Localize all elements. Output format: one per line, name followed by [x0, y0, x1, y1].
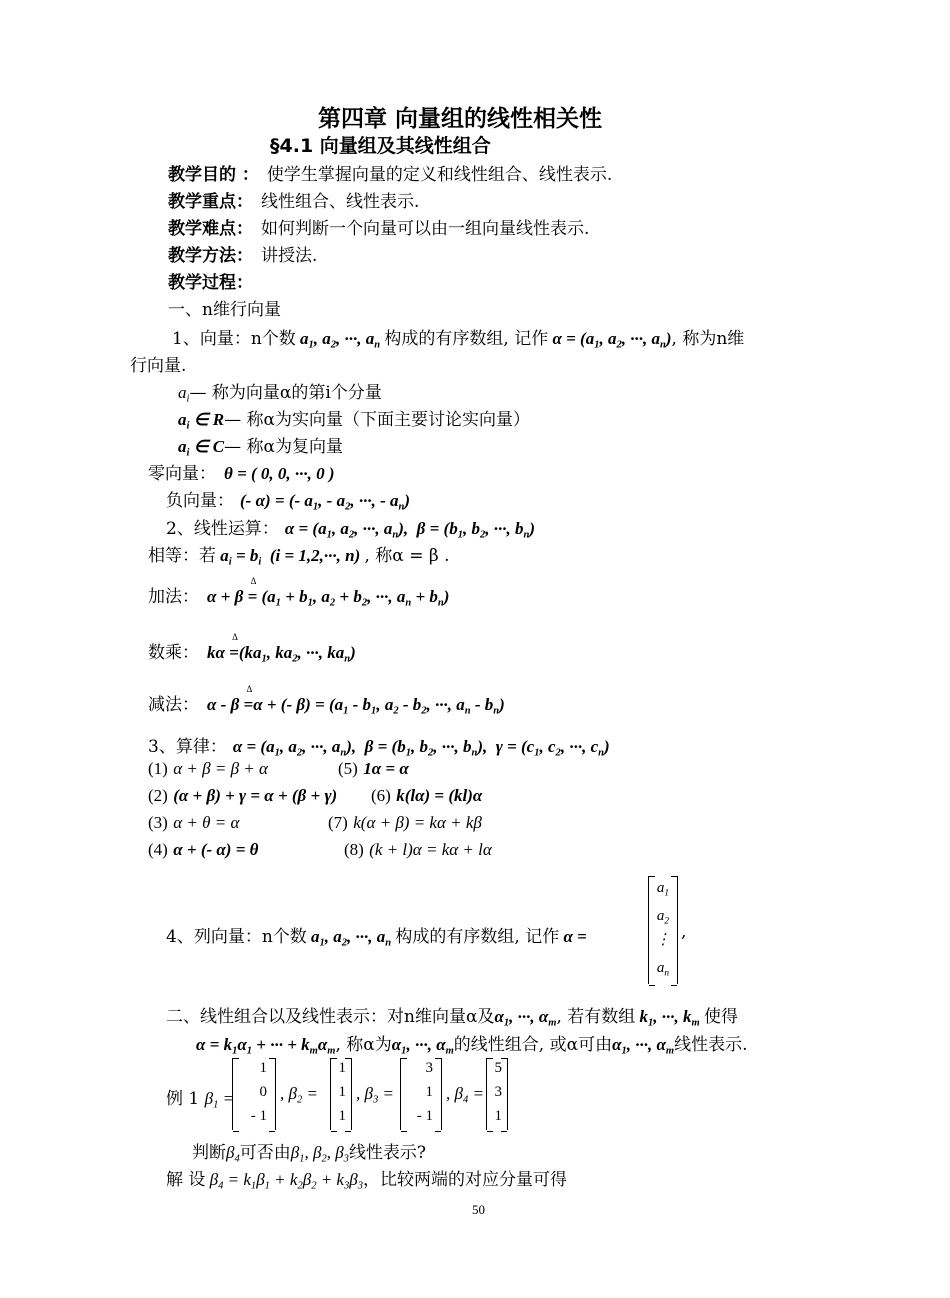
- part2-line2: $\alpha = k_1\alpha_1$ + ··· + $k_m\alpha_m$, 称α为$\alpha_1$, ···, $\alpha_m$的线性组合, 或α可由$\alpha_1$, ···, $\alpha_m$线性表示.: [196, 1035, 748, 1057]
- beta2-label: , $\beta_2$ =: [280, 1084, 318, 1106]
- negative-vector-line: 负向量： (- α) = (- $a_1$, - $a_2$, ···, - $a_n$): [166, 491, 411, 513]
- part1-heading: 一、n维行向量: [168, 300, 281, 320]
- beta1-matrix: 1 0 - 1: [232, 1058, 276, 1130]
- linear-ops-line: 2、线性运算： $\alpha = (a_1$, $a_2$, ···, $a_n$), $\beta = (b_1$, $b_2$, ···, $b_n$): [166, 519, 536, 541]
- laws-line: 3、算律： $\alpha = (a_1$, $a_2$, ···, $a_n$), $\beta = (b_1$, $b_2$, ···, $b_n$), $\gamma = (c_1$, $c_2$, ···, $c_n$): [148, 737, 610, 759]
- goal-objective: 教学目的 ： 使学生掌握向量的定义和线性组合、线性表示.: [168, 165, 613, 185]
- chapter-title: 第四章 向量组的线性相关性: [318, 106, 603, 132]
- law-4: (4) α + (- α) = θ: [148, 840, 259, 859]
- scalar-mult-line: 数乘： kα $\Delta =(ka_1$, $ka_2$, ···, $ka_n$): [148, 638, 356, 663]
- beta3-label: , $\beta_3$ =: [356, 1084, 394, 1106]
- part2-line1: 二、线性组合以及线性表示：对n维向量α及$\alpha_1$, ···, $\alpha_m$, 若有数组 $k_1$, ···, $k_m$ 使得: [166, 1007, 738, 1029]
- judge-line: 判断$\beta_4$可否由$\beta_1$, $\beta_2$, $\beta_3$线性表示?: [192, 1143, 427, 1165]
- column-vector-line: 4、列向量：n个数 $a_1$, $a_2$, ···, $a_n$ 构成的有序数组, 记作 α =: [166, 927, 587, 949]
- goal-method: 教学方法： 讲授法.: [168, 246, 318, 266]
- law-3: (3) α + θ = α: [148, 813, 240, 832]
- beta3-matrix: 3 1 - 1: [400, 1058, 442, 1130]
- subtraction-line: 减法： α - β Δ =α + (- $\beta) = (a_1 - b_1$, $a_2 - b_2$, ···, $a_n - b_n$): [148, 690, 505, 715]
- beta4-matrix: 5 3 1: [486, 1058, 508, 1130]
- beta2-matrix: 1 1 1: [330, 1058, 352, 1130]
- comma: ,: [681, 922, 687, 942]
- goal-difficulty: 教学难点： 如何判断一个向量可以由一组向量线性表示.: [168, 219, 590, 239]
- page-number: 50: [472, 1202, 485, 1217]
- complex-vector-line: $a_i$ ∈ C— 称α为复向量: [178, 437, 343, 459]
- law-6: (6) k(lα) = (kl)α: [371, 786, 483, 805]
- vector-definition: 1、向量：n个数 $a_1$, $a_2$, ···, $a_n$ 构成的有序数组, 记作 $\alpha = (a_1$, $a_2$, ···, $a_n$), 称为n维: [172, 329, 745, 351]
- example-label: 例 1 $\beta_1$ =: [166, 1089, 235, 1111]
- equality-line: 相等：若 $a_i = b_i$ (i = 1,2,···, n) , 称α = β .: [148, 546, 450, 568]
- law-8: (8) (k + l)α = kα + lα: [344, 840, 492, 859]
- addition-line: 加法： α + β $\Delta = (a_1 + b_1$, $a_2 + b_2$, ···, $a_n + b_n$): [148, 582, 449, 607]
- solution-line: 解 设 $\beta_4 = k_1\beta_1 + k_2\beta_2 + k_3\beta_3$，比较两端的对应分量可得: [166, 1170, 567, 1192]
- zero-vector-line: 零向量： θ = ( 0, 0, ···, 0 ): [148, 464, 335, 484]
- real-vector-line: $a_i$ ∈ R— 称α为实向量（下面主要讨论实向量）: [178, 410, 530, 432]
- component-line: $a_i—$ 称为向量α的第i个分量: [178, 383, 382, 405]
- beta4-label: , $\beta_4$ =: [446, 1084, 484, 1106]
- law-5: (5) 1α = α: [338, 759, 409, 778]
- vector-definition-cont: 行向量.: [130, 356, 187, 376]
- law-1: (1) α + β = β + α: [148, 759, 268, 778]
- process-label: 教学过程：: [168, 273, 253, 293]
- law-7: (7) k(α + β) = kα + kβ: [328, 813, 482, 832]
- column-vector-matrix: $a_1$ $a_2$ ⋮ $a_n$: [648, 876, 678, 984]
- section-title: §4.1 向量组及其线性组合: [270, 135, 491, 157]
- goal-key-point: 教学重点： 线性组合、线性表示.: [168, 192, 420, 212]
- law-2: (2) (α + β) + γ = α + (β + γ): [148, 786, 338, 805]
